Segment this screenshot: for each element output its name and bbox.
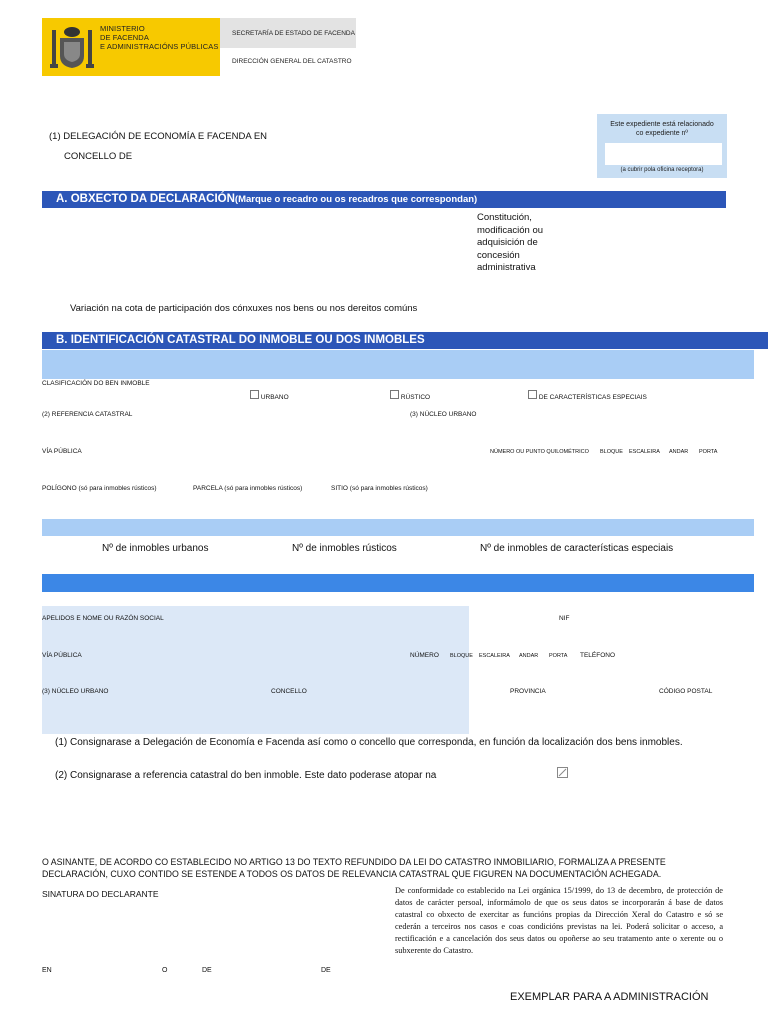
andar-label: ANDAR [669, 449, 689, 455]
option-concesion-line-3: adquisición de [477, 237, 538, 248]
note-1: (1) Consignarase a Delegación de Economía e Facenda así como o concello que corresponda, en función da localización dos bens inmobles. [55, 737, 683, 748]
escaleira-label: ESCALEIRA [629, 449, 660, 455]
expediente-number-field[interactable] [605, 143, 722, 165]
numero-label: NÚMERO OU PUNTO QUILOMÉTRICO [490, 449, 589, 455]
declarant-provincia-label: PROVINCIA [510, 688, 546, 695]
porta-label: PORTA [699, 449, 718, 455]
declarant-numero-label: NÚMERO [410, 652, 439, 659]
declarant-nucleo-label: (3) NÚCLEO URBANO [42, 688, 109, 695]
especiais-checkbox[interactable] [528, 390, 537, 399]
declarant-concello-label: CONCELLO [271, 688, 307, 695]
section-a-header [42, 191, 726, 208]
count-especiais-label: Nº de inmobles de características especiais [480, 543, 674, 554]
broken-image-icon [557, 767, 569, 779]
place-en-label: EN [42, 967, 52, 974]
declarant-via-label: VÍA PÚBLICA [42, 652, 82, 659]
option-concesion-line-4: concesión [477, 249, 520, 261]
ministry-line-1: MINISTERIO [100, 24, 145, 33]
expediente-title-line-1: Este expediente está relacionado [610, 121, 714, 128]
rustico-option[interactable] [390, 390, 430, 401]
nucleo-urbano-label: (3) NÚCLEO URBANO [410, 411, 477, 418]
section-b-band [42, 350, 754, 379]
urbano-label: URBANO [260, 394, 289, 401]
urbano-checkbox[interactable] [250, 390, 259, 399]
ministry-name [100, 24, 218, 51]
option-concesion-label[interactable] [477, 212, 543, 275]
especiais-label: DE CARACTERÍSTICAS ESPECIAIS [538, 394, 647, 401]
delegacion-label: (1) DELEGACIÓN DE ECONOMÍA E FACENDA EN [49, 131, 268, 142]
codigo-postal-label: CÓDIGO POSTAL [659, 688, 713, 695]
poligono-label: POLÍGONO (só para inmobles rústicos) [42, 485, 157, 492]
count-rusticos-label: Nº de inmobles rústicos [292, 543, 397, 554]
option-concesion-line-2: modificación ou [477, 224, 544, 236]
secretariat-label: SECRETARÍA DE ESTADO DE FACENDA [232, 30, 355, 37]
counts-band [42, 519, 754, 536]
declaration-statement: O ASINANTE, DE ACORDO CO ESTABLECIDO NO ARTIGO 13 DO TEXTO REFUNDIDO DA LEI DO CATASTRO INMOBILIARIO, FORMALIZA A PRESENTE DECLARACIÓN, CUXO CONTIDO SE ESTENDE A TODOS OS DATOS DE RELEVANCIA CATASTRAL QUE FIGUREN NA DOCUMENTACIÓN ACHEGADA. [42, 857, 666, 879]
expediente-note: (a cubrir pola oficina receptora) [620, 167, 704, 173]
option-concesion-line-5: administrativa [477, 262, 536, 273]
option-concesion-line-1: Constitución, [477, 212, 532, 223]
declarant-panel [42, 606, 469, 734]
especiais-option[interactable] [528, 390, 647, 401]
date-de-label-2: DE [321, 967, 331, 974]
privacy-notice: De conformidade co establecido na Lei orgánica 15/1999, do 13 de decembro, de protección de datos de carácter persoal, informámolo de que os seus datos se incorporarán á base de datos catastral co obxecto de exercitar as funcións propias da Dirección Xeral do Catastro e só se cederán a terceiros nos casos e coas condicións previstas na lei. Poderá solicitar o acceso, a rectificación e a cancelación dos seus datos ou opoñerse ao seu tratamento ante o xerente ou o subxerente do Catastro. [395, 886, 723, 955]
expediente-title [597, 120, 727, 138]
exemplar-label: EXEMPLAR PARA A ADMINISTRACIÓN [510, 991, 709, 1003]
ministry-line-3: E ADMINISTRACIÓNS PÚBLICAS [100, 42, 219, 51]
coat-of-arms-icon [50, 24, 94, 72]
directorate-label: DIRECCIÓN GENERAL DEL CATASTRO [232, 58, 352, 65]
sinatura-label: SINATURA DO DECLARANTE [42, 889, 159, 899]
declarant-andar-label: ANDAR [519, 653, 539, 659]
option-conxuxes-label[interactable]: Variación na cota de participación dos cónxuxes nos bens ou nos dereitos comúns [70, 303, 418, 314]
section-b-header: B. IDENTIFICACIÓN CATASTRAL DO INMOBLE OU DOS INMOBLES [42, 332, 768, 349]
parcela-label: PARCELA (só para inmobles rústicos) [193, 485, 303, 492]
expediente-title-line-2: co expediente nº [636, 130, 688, 137]
nif-label: NIF [559, 615, 570, 622]
note-2: (2) Consignarase a referencia catastral do ben inmoble. Este dato poderase atopar na [55, 770, 437, 781]
declarant-header-band [42, 574, 754, 592]
urbano-option[interactable] [250, 390, 289, 401]
referencia-catastral-label: (2) REFERENCIA CATASTRAL [42, 411, 133, 418]
bloque-label: BLOQUE [600, 449, 623, 455]
apelidos-label: APELIDOS E NOME OU RAZÓN SOCIAL [42, 615, 164, 622]
declarant-bloque-label: BLOQUE [450, 653, 473, 659]
sitio-label: SITIO (só para inmobles rústicos) [331, 485, 428, 492]
telefono-label: TELÉFONO [580, 652, 616, 659]
date-de-label-1: DE [202, 967, 212, 974]
concello-label: CONCELLO DE [64, 151, 133, 162]
clasificacion-label: CLASIFICACIÓN DO BEN INMOBLE [42, 380, 150, 387]
section-a-subtitle: (Marque o recadro ou os recadros que correspondan) [234, 194, 478, 205]
ministry-line-2: DE FACENDA [100, 33, 149, 42]
declarant-escaleira-label: ESCALEIRA [479, 653, 510, 659]
rustico-checkbox[interactable] [390, 390, 399, 399]
count-urbanos-label: Nº de inmobles urbanos [102, 543, 209, 554]
date-o-label: O [162, 967, 168, 974]
rustico-label: RÚSTICO [400, 394, 431, 401]
declarant-porta-label: PORTA [549, 653, 568, 659]
via-publica-label: VÍA PÚBLICA [42, 448, 82, 455]
section-a-title: A. OBXECTO DA DECLARACIÓN [56, 193, 235, 205]
